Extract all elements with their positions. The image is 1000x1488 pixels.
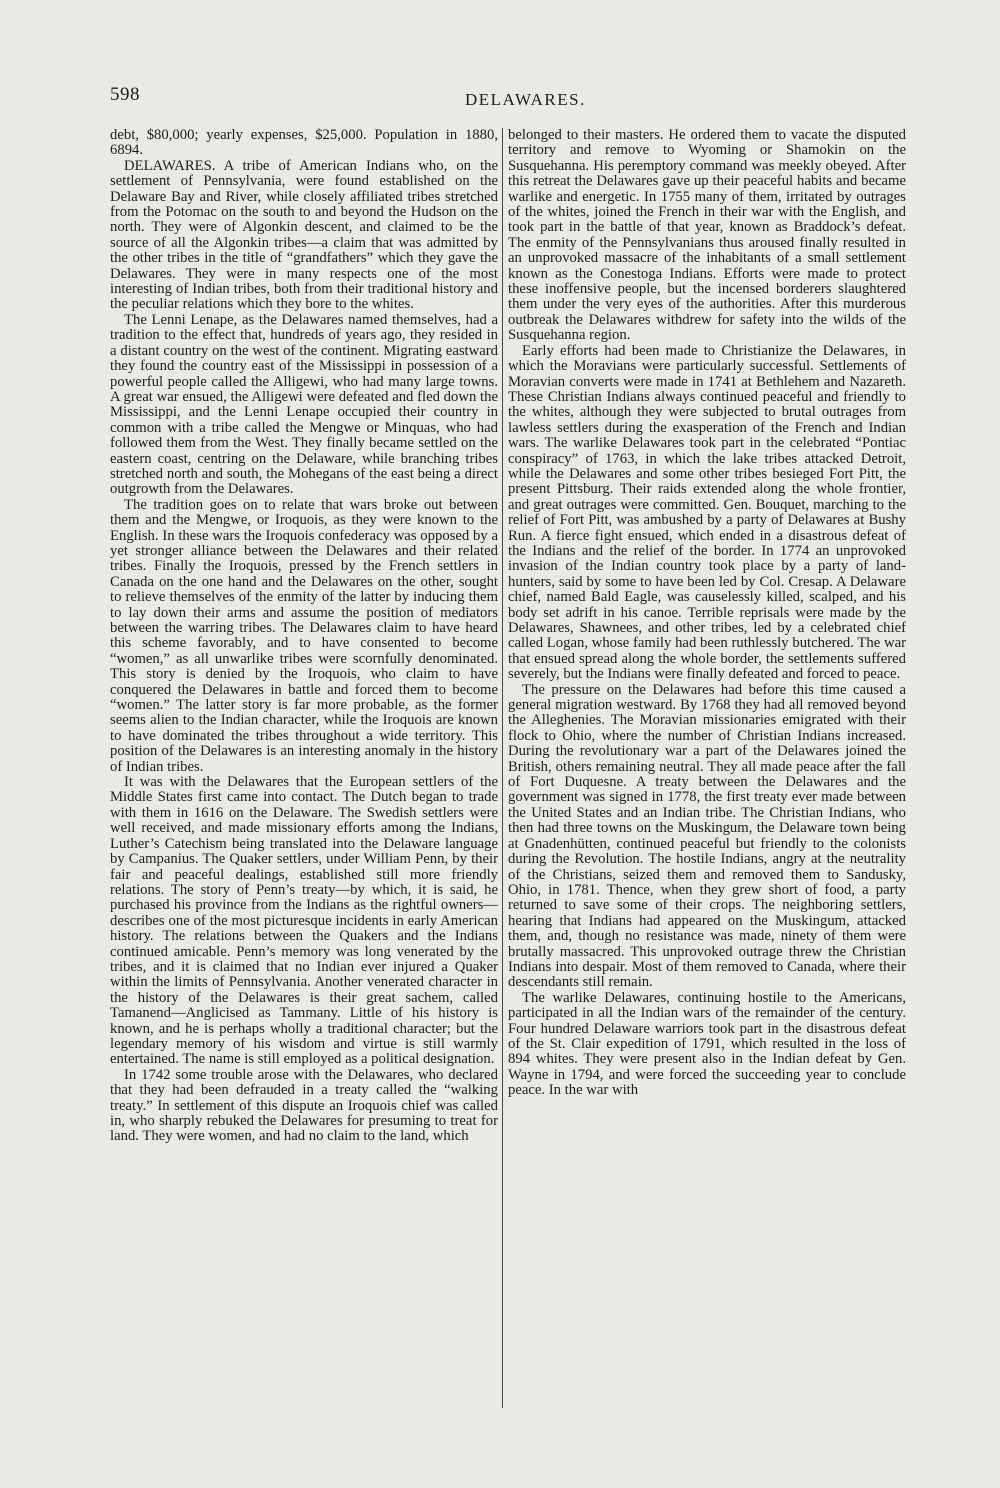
right-column xyxy=(508,128,906,1099)
paragraph: The tradition goes on to relate that wars broke out between them and the Mengwe, or Iroquois, as they were known to the English. In these wars the Iroquois confederacy was opposed by a yet stronger alliance between the Delawares and their related tribes. Finally the Iroquois, pressed by the French settlers in Canada on the one hand and the Delawares on the other, sought to relieve themselves of the enmity of the latter by inducing them to lay down their arms and assume the position of mediators between the warring tribes. The Delawares claim to have heard this scheme favorably, and to have consented to become “women,” as all unwarlike tribes were scornfully denominated. This story is denied by the Iroquois, who claim to have conquered the Delawares in battle and forced them to become “women.” The latter story is far more probable, as the former seems alien to the Indian character, while the Iroquois are known to have dominated the tribes throughout a wide territory. This position of the Delawares is an interesting anomaly in the history of Indian tribes. xyxy=(110,496,498,775)
paragraph: It was with the Delawares that the European settlers of the Middle States first came into contact. The Dutch began to trade with them in 1616 on the Delaware. The Swedish settlers were well received, and made missionary efforts among the Indians, Luther’s Catechism being translated into the Delaware language by Campanius. The Quaker settlers, under William Penn, by their fair and peaceful dealings, established still more friendly relations. The story of Penn’s treaty—by which, it is said, he purchased his province from the Indians as the rightful owners—describes one of the most picturesque incidents in early American history. The relations between the Quakers and the Indians continued amicable. Penn’s memory was long venerated by the tribes, and it is claimed that no Indian ever injured a Quaker within the limits of Pennsylvania. Another venerated character in the history of the Delawares is their great sachem, called Tamanend—Anglicised as Tammany. Little of his history is known, and he is perhaps wholly a traditional character; but the legendary memory of his wisdom and virtue is still warmly entertained. The name is still employed as a political designation. xyxy=(110,774,498,1068)
paragraph: DELAWARES. A tribe of American Indians who, on the settlement of Pennsylvania, were found established on the Delaware Bay and River, while closely affiliated tribes stretched from the Potomac on the south to and beyond the Hudson on the north. They were of Algonkin descent, and claimed to be the source of all the Algonkin tribes—a claim that was admitted by the other tribes in the title of “grandfathers” which they gave the Delawares. They were in many respects one of the most interesting of Indian tribes, both from their traditional history and the peculiar relations which they bore to the whites. xyxy=(110,157,498,313)
page-number: 598 xyxy=(110,84,140,105)
paragraph: The pressure on the Delawares had before this time caused a general migration westward. By 1768 they had all removed beyond the Alleghenies. The Moravian missionaries emigrated with their flock to Ohio, where the number of Christian Indians increased. During the revolutionary war a part of the Delawares joined the British, others remaining neutral. They all made peace after the fall of Fort Duquesne. A treaty between the Delawares and the government was signed in 1778, the first treaty ever made between the United States and an Indian tribe. The Christian Indians, who then had three towns on the Muskingum, the Delaware town being at Gnadenhütten, continued peaceful but friendly to the colonists during the Revolution. The hostile Indians, angry at the neutrality of the Christians, seized them and removed them to Sandusky, Ohio, in 1781. Thence, when they grew short of food, a party returned to save some of their crops. The neighboring settlers, hearing that Indians had appeared on the Muskingum, attacked them, and, though no resistance was made, ninety of them were brutally massacred. This unprovoked outrage threw the Christian Indians into despair. Most of them removed to Canada, where their descendants still remain. xyxy=(508,681,906,991)
paragraph: In 1742 some trouble arose with the Delawares, who declared that they had been defrauded in a treaty called the “walking treaty.” In settlement of this dispute an Iroquois chief was called in, who sharply rebuked the Delawares for presuming to treat for land. They were women, and had no claim to the land, which xyxy=(110,1066,498,1145)
paragraph: The Lenni Lenape, as the Delawares named themselves, had a tradition to the effect that, hundreds of years ago, they resided in a distant country on the west of the continent. Migrating eastward they found the country east of the Mississippi in possession of a powerful people called the Alligewi, who had many large towns. A great war ensued, the Alligewi were defeated and fled down the Mississippi, and the Lenni Lenape occupied their country in common with a tribe called the Mengwe or Minquas, who had followed them from the West. They finally became settled on the eastern coast, centring on the Delaware, while branching tribes stretched north and south, the Mohegans of the east being a direct outgrowth from the Delawares. xyxy=(110,311,498,498)
running-head xyxy=(110,84,910,114)
column-divider xyxy=(502,128,503,1408)
section-title: DELAWARES. xyxy=(465,90,586,109)
paragraph: debt, $80,000; yearly expenses, $25,000. Population in 1880, 6894. xyxy=(110,127,498,159)
paragraph: Early efforts had been made to Christianize the Delawares, in which the Moravians were particularly successful. Settlements of Moravian converts were made in 1741 at Bethlehem and Nazareth. These Christian Indians always continued peaceful and friendly to the whites, although they were subjected to brutal outrages from lawless settlers during the exasperation of the French and Indian wars. The warlike Delawares took part in the celebrated “Pontiac conspiracy” of 1763, in which the lake tribes attacked Detroit, while the Delawares and some other tribes besieged Fort Pitt, the present Pittsburg. Their raids extended along the whole frontier, and great outrages were committed. Gen. Bouquet, marching to the relief of Fort Pitt, was ambushed by a party of Delawares at Bushy Run. A fierce fight ensued, which ended in a disastrous defeat of the Indians and the relief of the border. In 1774 an unprovoked invasion of the Indian country took place by a party of land-hunters, said by some to have been led by Col. Cresap. A Delaware chief, named Bald Eagle, was causelessly killed, scalped, and his body set adrift in his canoe. Terrible reprisals were made by the Delawares, Shawnees, and other tribes, led by a celebrated chief called Logan, whose family had been ruthlessly butchered. The war that ensued spread along the whole border, the settlements suffered severely, but the Indians were finally defeated and forced to peace. xyxy=(508,342,906,683)
paragraph: belonged to their masters. He ordered them to vacate the disputed territory and remove to Wyoming or Shamokin on the Susquehanna. His peremptory command was meekly obeyed. After this retreat the Delawares gave up their peaceful habits and became warlike and energetic. In 1755 many of them, irritated by outrages of the whites, joined the French in their war with the English, and took part in the battle of that year, known as Braddock’s defeat. The enmity of the Pennsylvanians thus aroused finally resulted in an unprovoked massacre of the inhabitants of a small settlement known as the Conestoga Indians. Efforts were made to protect these inoffensive people, but the incensed borderers slaughtered them under the very eyes of the authorities. After this murderous outbreak the Delawares withdrew for safety into the wilds of the Susquehanna region. xyxy=(508,127,906,344)
left-column xyxy=(110,128,498,1145)
paragraph: The warlike Delawares, continuing hostile to the Americans, participated in all the Indian wars of the remainder of the century. Four hundred Delaware warriors took part in the disastrous defeat of the St. Clair expedition of 1791, which resulted in the loss of 894 whites. They were present also in the Indian defeat by Gen. Wayne in 1794, and were forced the succeeding year to conclude peace. In the war with xyxy=(508,989,906,1099)
